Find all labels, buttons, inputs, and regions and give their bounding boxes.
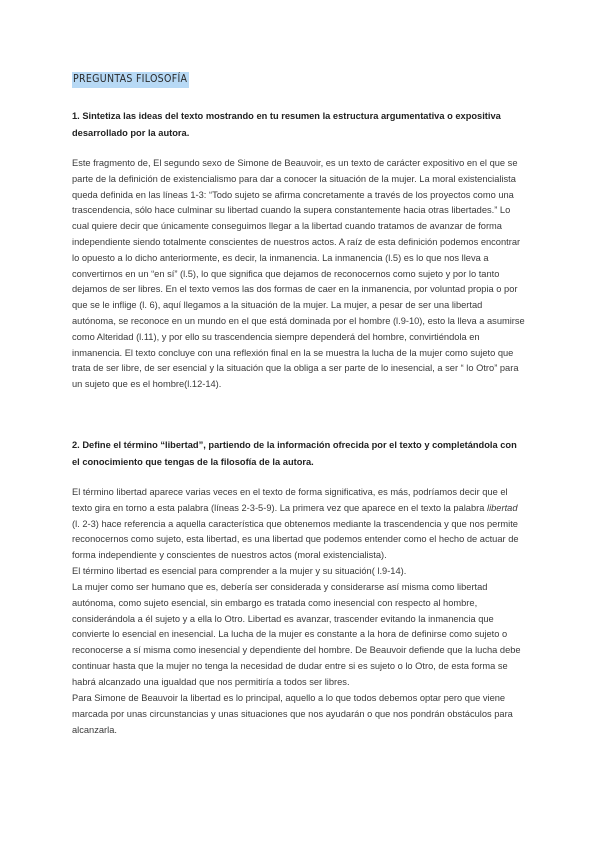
answer-2-paragraph-1 — [72, 485, 527, 564]
answer-2-text-a: El término libertad aparece varias veces en el texto de forma significativa, es más, podríamos decir que el texto gira en torno a esta palabra (líneas 2-3-5-9). La primera vez que aparece en el texto la palabra — [72, 487, 508, 513]
answer-2-paragraph-4: Para Simone de Beauvoir la libertad es lo principal, aquello a lo que todos debemos optar pero que viene marcada por unas circunstancias y unas situaciones que nos ayudarán o que nos pondrán obstáculos para alcanzarla. — [72, 693, 513, 735]
answer-2-italic-term: libertad — [487, 502, 518, 513]
answer-2-paragraph-2: El término libertad es esencial para comprender a la mujer y su situación( l.9-14). — [72, 566, 407, 576]
document-title: PREGUNTAS FILOSOFÍA — [72, 72, 189, 88]
answer-1: Este fragmento de, El segundo sexo de Simone de Beauvoir, es un texto de carácter expositivo en el que se parte de la definición de existencialismo para dar a conocer la situación de la mujer. La moral existencialista queda definida en las líneas 1-3: “Todo sujeto se afirma concretamente a través de los proyectos como una trascendencia, sólo hace culminar su libertad cuando la supera constantemente hacia otras libertades.” Lo cual quiere decir que únicamente conseguimos llegar a la libertad cuando tratamos de avanzar de forma independiente siendo totalmente conscientes de nuestros actos. A raíz de esta definición podemos encontrar lo opuesto a lo dicho anteriormente, es decir, la inmanencia. La inmanencia (l.5) es lo que nos lleva a convertirnos en un “en sí” (l.5), lo que significa que dejamos de reconocernos como sujeto y por lo tanto dejamos de ser libres. En el texto vemos las dos formas de caer en la inmanencia, por voluntad propia o por que se le inflige (l. 6), aquí llegamos a la situación de la mujer. La mujer, a pesar de ser una libertad autónoma, se reconoce en un mundo en el que está dominada por el hombre (l.9-10), esto la lleva a asumirse como Alteridad (l.11), y por ello su trascendencia siempre dependerá del hombre, convirtiéndola en inmanencia. El texto concluye con una reflexión final en la se muestra la lucha de la mujer como sujeto que trata de ser libre, de ser esencial y la situación que la obliga a ser parte de lo inesencial, a ser “ lo Otro” para un sujeto que es el hombre(l.12-14). — [72, 158, 525, 390]
question-1: 1. Sintetiza las ideas del texto mostrando en tu resumen la estructura argumentativa o expositiva desarrollado por la autora. — [72, 111, 501, 138]
answer-2-paragraph-3: La mujer como ser humano que es, debería ser considerada y considerarse así misma como libertad autónoma, como sujeto esencial, sin embargo es tratada como inesencial con respecto al hombre, considerándola a él sujeto y a ella lo Otro. Libertad es avanzar, trascender evitando la inmanencia que convierte lo esencial en inesencial. La lucha de la mujer es constante a la hora de definirse como sujeto o reconocerse a sí misma como inesencial y dependiente del hombre. De Beauvoir defiende que la lucha debe continuar hasta que la mujer no tenga la necesidad de dudar entre si es sujeto o lo Otro, de esta forma se habrá alcanzado una igualdad que nos permitiría a todos ser libres. — [72, 582, 521, 687]
question-2: 2. Define el término “libertad”, partiendo de la información ofrecida por el texto y completándola con el conocimiento que tengas de la filosofía de la autora. — [72, 440, 517, 467]
answer-2-text-b: (l. 2-3) hace referencia a aquella característica que obtenemos mediante la trascendencia y que nos permite reconocernos como sujeto, esta libertad, es una libertad que podemos entender como el hecho de actuar de forma independiente y conscientes de nuestros actos (moral existencialista). — [72, 518, 519, 561]
